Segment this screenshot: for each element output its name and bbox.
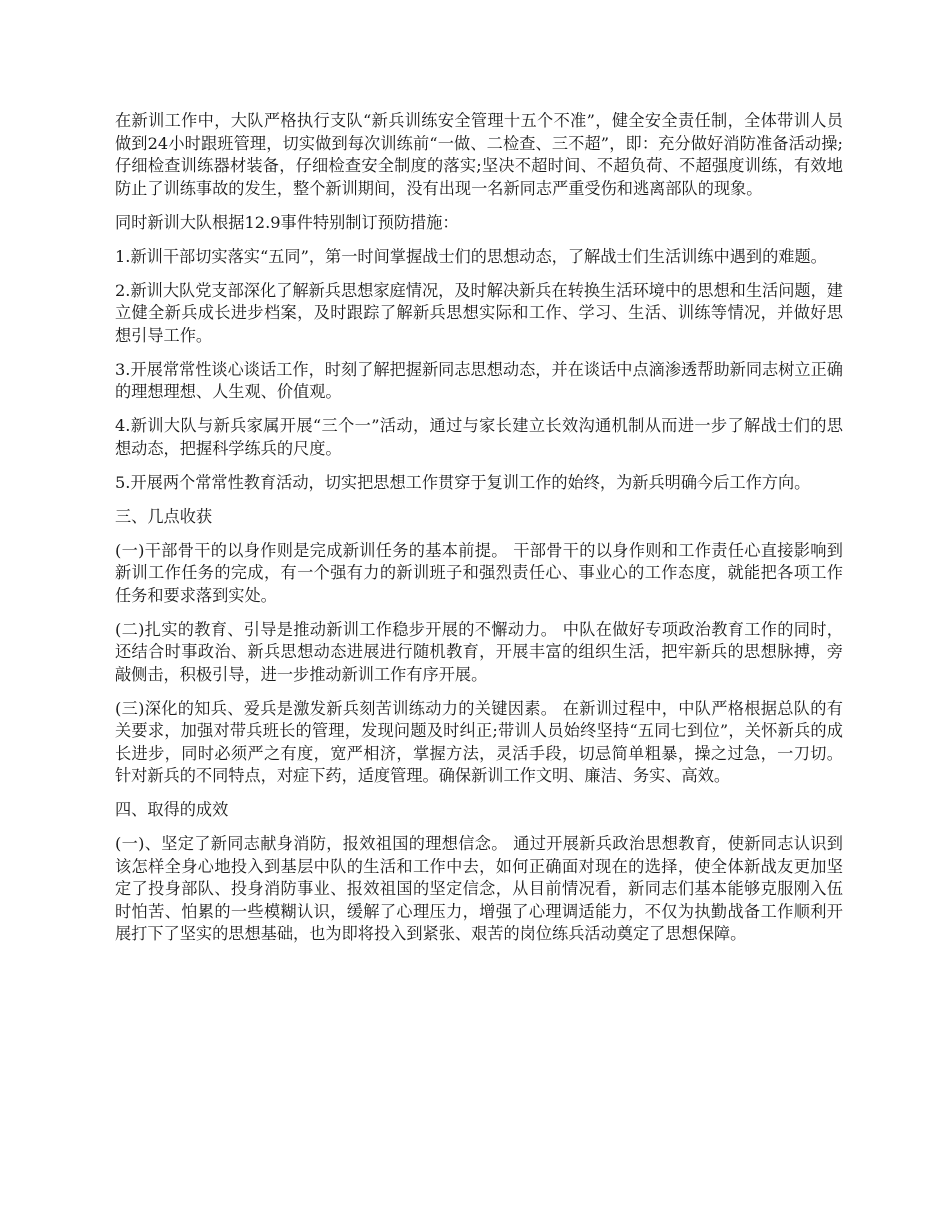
list-item-measure-5: 5.开展两个常常性教育活动，切实把思想工作贯穿于复训工作的始终，为新兵明确今后工作方向。 (115, 472, 811, 492)
list-item-measure-1: 1.新训干部切实落实“五同”，第一时间掌握战士们的思想动态，了解战士们生活训练中遇到的难题。 (115, 246, 827, 266)
section-heading-gains: 三、几点收获 (115, 506, 213, 526)
paragraph-gain-3: (三)深化的知兵、爱兵是激发新兵刻苦训练动力的关键因素。 在新训过程中，中队严格根据总队的有关要求，加强对带兵班长的管理，发现问题及时纠正;带训人员始终坚持“五同七到位”，关怀新兵的成长进步，同时必须严之有度，宽严相济，掌握方法，灵活手段，切忌简单粗暴，操之过急，一刀切。针对新兵的不同特点，对症下药，适度管理。确保新训工作文明、廉洁、务实、高效。 (115, 698, 843, 785)
paragraph-training-safety: 在新训工作中，大队严格执行支队“新兵训练安全管理十五个不准”，健全安全责任制，全体带训人员做到24小时跟班管理，切实做到每次训练前“一做、二检查、三不超”，即：充分做好消防准备活动操;仔细检查训练器材装备，仔细检查安全制度的落实;坚决不超时间、不超负荷、不超强度训练，有效地防止了训练事故的发生，整个新训期间，没有出现一名新同志严重受伤和逃离部队的现象。 (115, 111, 843, 198)
paragraph-result-1: (一)、坚定了新同志献身消防，报效祖国的理想信念。 通过开展新兵政治思想教育，使新同志认识到该怎样全身心地投入到基层中队的生活和工作中去，如何正确面对现在的选择，使全体新战友更加坚定了投身部队、投身消防事业、报效祖国的坚定信念，从目前情况看，新同志们基本能够克服刚入伍时怕苦、怕累的一些模糊认识，缓解了心理压力，增强了心理调适能力，不仅为执勤战备工作顺利开展打下了坚实的思想基础，也为即将投入到紧张、艰苦的岗位练兵活动奠定了思想保障。 (115, 834, 843, 943)
list-item-measure-3: 3.开展常常性谈心谈话工作，时刻了解把握新同志思想动态，并在谈话中点滴渗透帮助新同志树立正确的理想理想、人生观、价值观。 (115, 359, 843, 401)
list-item-measure-2: 2.新训大队党支部深化了解新兵思想家庭情况，及时解决新兵在转换生活环境中的思想和生活问题，建立健全新兵成长进步档案，及时跟踪了解新兵思想实际和工作、学习、生活、训练等情况，并做好思想引导工作。 (115, 280, 843, 345)
list-item-measure-4: 4.新训大队与新兵家属开展“三个一”活动，通过与家长建立长效沟通机制从而进一步了解战士们的思想动态，把握科学练兵的尺度。 (115, 416, 843, 458)
document-page (115, 110, 843, 957)
paragraph-gain-1: (一)干部骨干的以身作则是完成新训任务的基本前提。 干部骨干的以身作则和工作责任心直接影响到新训工作任务的完成，有一个强有力的新训班子和强烈责任心、事业心的工作态度，就能把各项工作任务和要求落到实处。 (115, 540, 843, 605)
paragraph-preventive-measures-intro: 同时新训大队根据12.9事件特别制订预防措施： (115, 212, 459, 232)
section-heading-results: 四、取得的成效 (115, 800, 229, 819)
paragraph-gain-2: (二)扎实的教育、引导是推动新训工作稳步开展的不懈动力。 中队在做好专项政治教育工作的同时，还结合时事政治、新兵思想动态进展进行随机教育，开展丰富的组织生活，把牢新兵的思想脉搏，旁敲侧击，积极引导，进一步推动新训工作有序开展。 (115, 619, 843, 684)
